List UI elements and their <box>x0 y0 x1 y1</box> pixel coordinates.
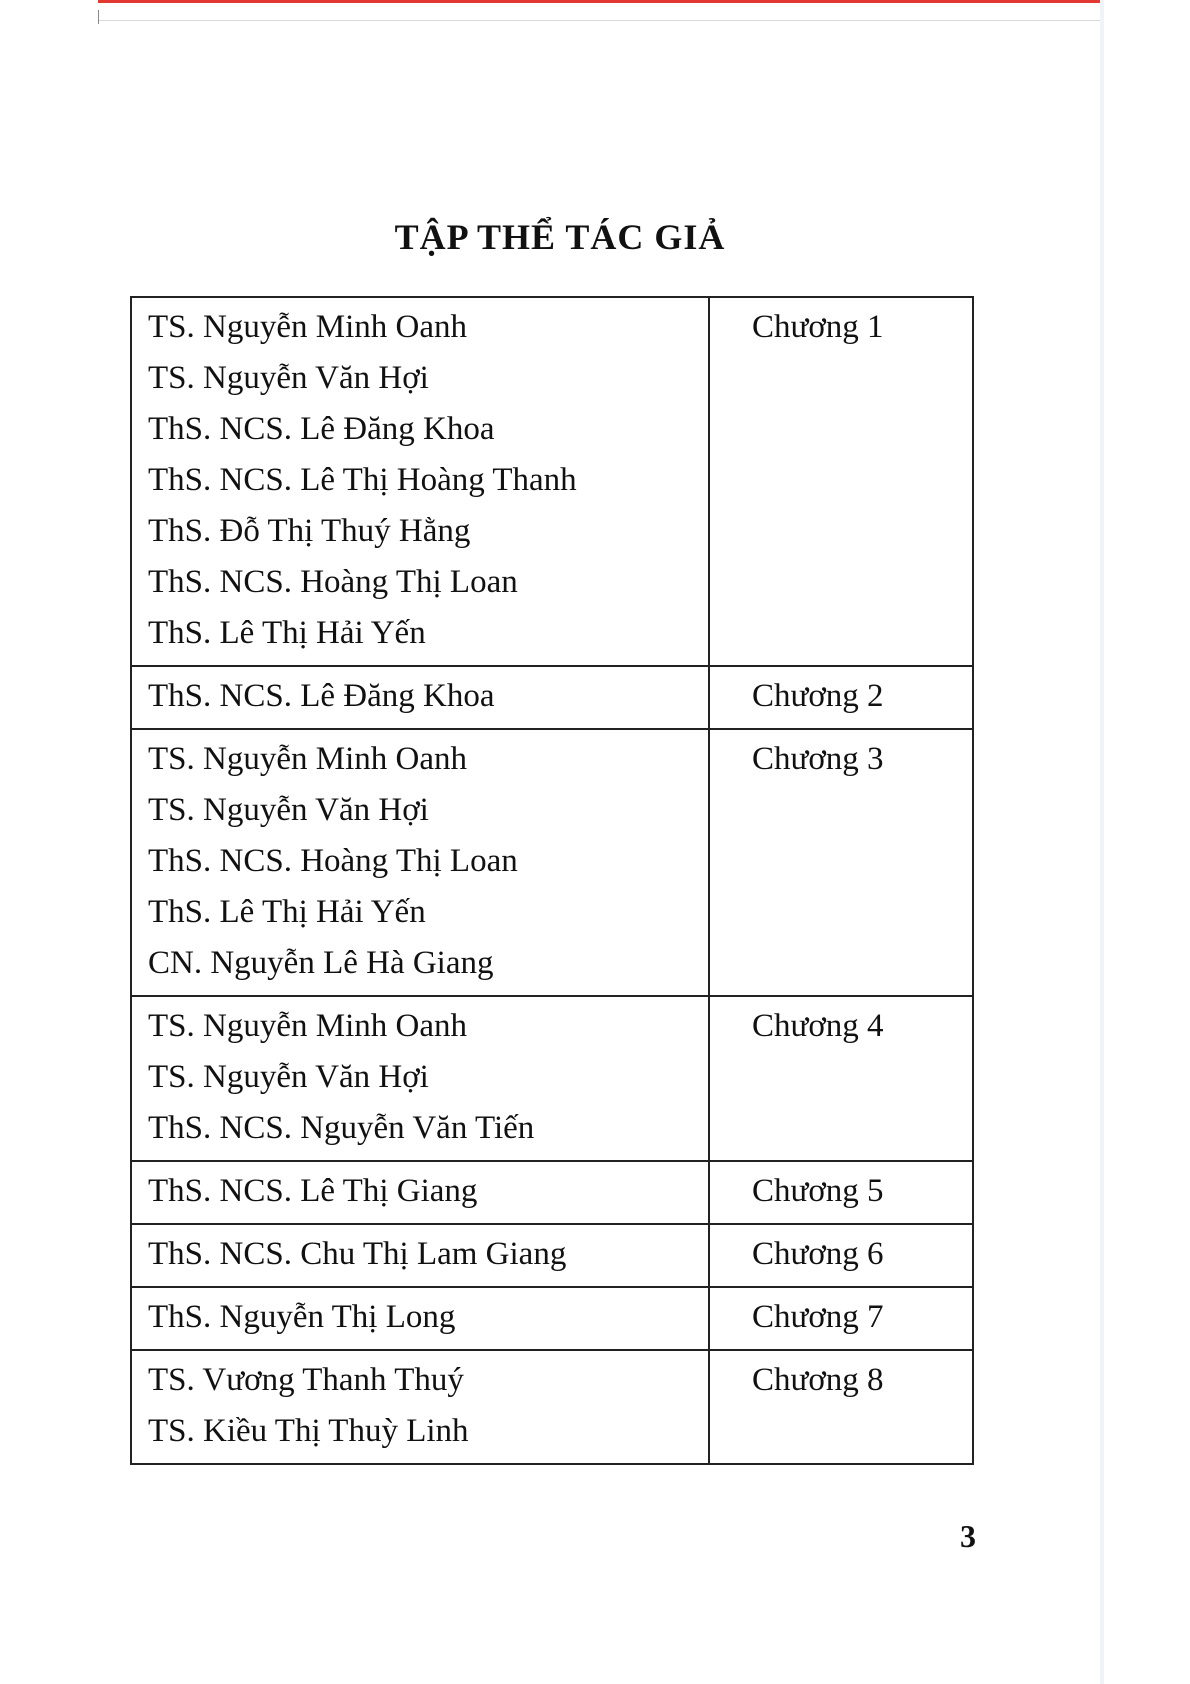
author-name: ThS. NCS. Lê Thị Giang <box>148 1173 478 1209</box>
author-name: TS. Nguyễn Minh Oanh <box>148 1008 467 1044</box>
authors-cell <box>131 1161 709 1224</box>
chapter-cell <box>709 729 973 996</box>
author-name: TS. Nguyễn Văn Hợi <box>148 1059 429 1095</box>
top-red-rule <box>98 0 1103 3</box>
author-name: ThS. NCS. Lê Đăng Khoa <box>148 411 495 447</box>
author-name: TS. Nguyễn Văn Hợi <box>148 360 429 396</box>
chapter-cell <box>709 1224 973 1287</box>
chapter-label: Chương 4 <box>751 1008 884 1044</box>
chapter-cell <box>709 666 973 729</box>
author-row <box>131 1350 973 1464</box>
author-name: ThS. Lê Thị Hải Yến <box>148 894 426 930</box>
authors-cell <box>131 996 709 1161</box>
author-name: TS. Nguyễn Minh Oanh <box>148 741 467 777</box>
chapter-cell <box>709 1350 973 1464</box>
author-name: TS. Kiều Thị Thuỳ Linh <box>148 1413 469 1449</box>
chapter-cell <box>709 1287 973 1350</box>
author-name: TS. Vương Thanh Thuý <box>148 1362 464 1398</box>
authors-cell <box>131 666 709 729</box>
author-name: ThS. NCS. Chu Thị Lam Giang <box>148 1236 567 1272</box>
top-gray-line <box>98 20 1103 21</box>
author-name: TS. Nguyễn Minh Oanh <box>148 309 467 345</box>
author-name: TS. Nguyễn Văn Hợi <box>148 792 429 828</box>
authors-cell <box>131 1224 709 1287</box>
author-row <box>131 1224 973 1287</box>
chapter-label: Chương 8 <box>751 1362 884 1398</box>
chapter-label: Chương 3 <box>751 741 884 777</box>
page-title: TẬP THỂ TÁC GIẢ <box>394 217 726 258</box>
chapter-cell <box>709 297 973 666</box>
author-name: ThS. Nguyễn Thị Long <box>148 1299 456 1335</box>
author-row <box>131 297 973 666</box>
author-name: ThS. Đỗ Thị Thuý Hằng <box>148 513 471 549</box>
authors-cell <box>131 297 709 666</box>
chapter-cell <box>709 996 973 1161</box>
left-margin-mark <box>98 10 99 24</box>
author-row <box>131 729 973 996</box>
author-name: ThS. NCS. Hoàng Thị Loan <box>148 564 518 600</box>
author-name: CN. Nguyễn Lê Hà Giang <box>148 945 494 981</box>
author-row <box>131 996 973 1161</box>
author-name: ThS. NCS. Hoàng Thị Loan <box>148 843 518 879</box>
author-row <box>131 1161 973 1224</box>
chapter-label: Chương 7 <box>751 1299 884 1335</box>
author-name: ThS. NCS. Nguyễn Văn Tiến <box>148 1110 535 1146</box>
page-number: 3 <box>960 1518 976 1554</box>
authors-cell <box>131 1350 709 1464</box>
author-row <box>131 666 973 729</box>
chapter-cell <box>709 1161 973 1224</box>
author-name: ThS. NCS. Lê Đăng Khoa <box>148 678 495 714</box>
author-name: ThS. Lê Thị Hải Yến <box>148 615 426 651</box>
author-row <box>131 1287 973 1350</box>
authors-table <box>130 296 974 1465</box>
chapter-label: Chương 5 <box>751 1173 884 1209</box>
chapter-label: Chương 1 <box>751 309 884 345</box>
authors-table-body <box>131 297 973 1464</box>
authors-cell <box>131 729 709 996</box>
chapter-label: Chương 2 <box>751 678 884 714</box>
chapter-label: Chương 6 <box>751 1236 884 1272</box>
author-name: ThS. NCS. Lê Thị Hoàng Thanh <box>148 462 577 498</box>
authors-cell <box>131 1287 709 1350</box>
